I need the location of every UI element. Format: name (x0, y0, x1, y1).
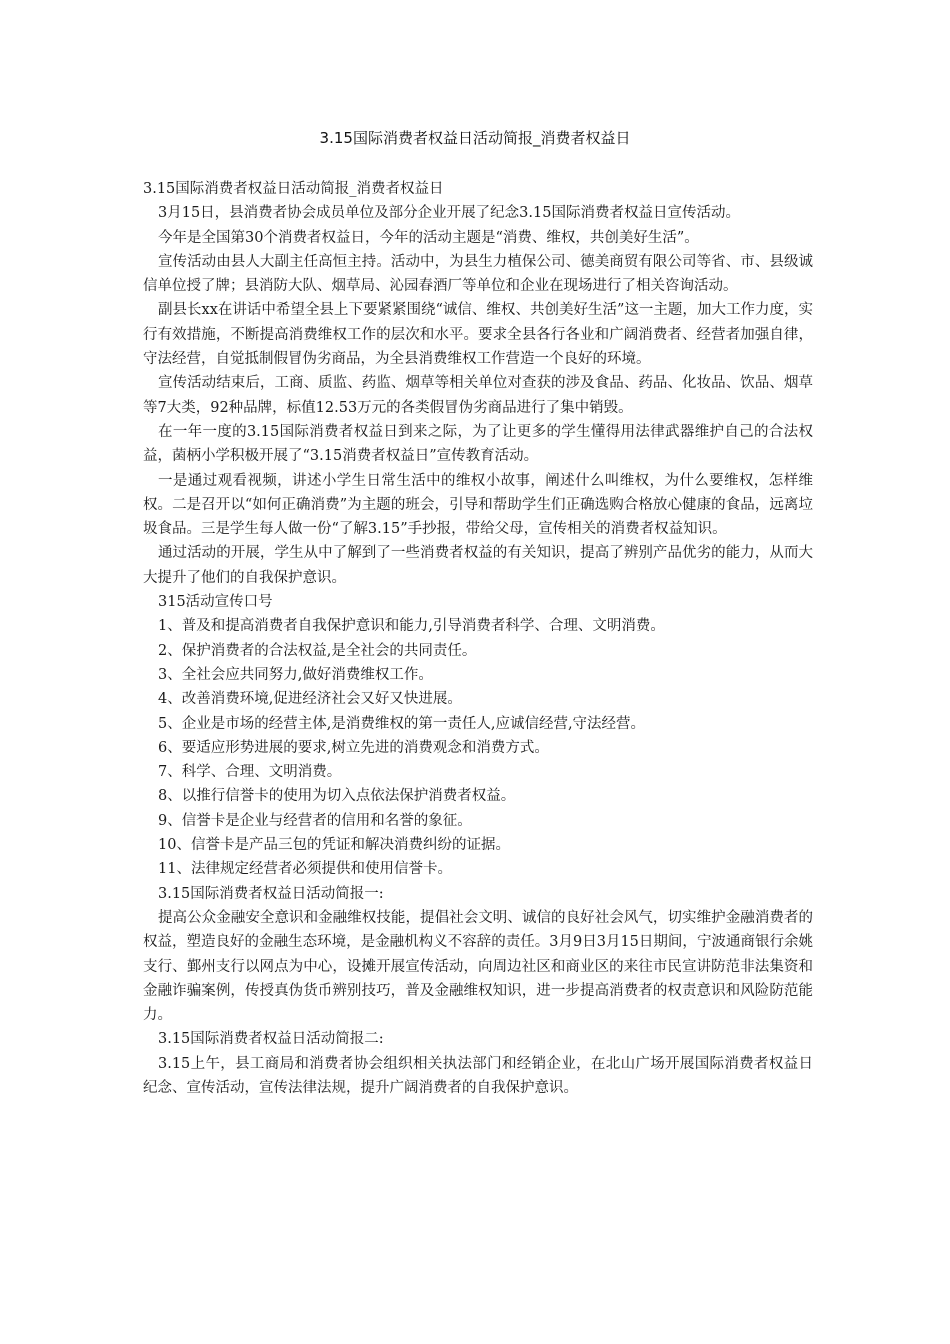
paragraph: 通过活动的开展，学生从中了解到了一些消费者权益的有关知识，提高了辨别产品优劣的能力，从而大大提升了他们的自我保护意识。 (143, 545, 813, 586)
paragraph: 副县长xx在讲话中希望全县上下要紧紧围绕“诚信、维权、共创美好生活”这一主题，加大工作力度，实行有效措施，不断提高消费维权工作的层次和水平。要求全县各行各业和广阔消费者、经营者加强自律，守法经营，自觉抵制假冒伪劣商品，为全县消费维权工作营造一个良好的环境。 (143, 302, 813, 368)
document-body (143, 177, 813, 1100)
slogan-item: 6、要适应形势进展的要求,树立先进的消费观念和消费方式。 (158, 739, 549, 756)
slogan-item: 2、保护消费者的合法权益,是全社会的共同责任。 (158, 642, 477, 659)
paragraph: 一是通过观看视频，讲述小学生日常生活中的维权小故事，阐述什么叫维权，为什么要维权，怎样维权。二是召开以“如何正确消费”为主题的班会，引导和帮助学生们正确选购合格放心健康的食品，远离垃圾食品。三是学生每人做一份“了解3.15”手抄报，带给父母，宣传相关的消费者权益知识。 (143, 472, 813, 538)
paragraph: 提高公众金融安全意识和金融维权技能，提倡社会文明、诚信的良好社会风气，切实维护金融消费者的权益，塑造良好的金融生态环境，是金融机构义不容辞的责任。3月9日3月15日期间，宁波通商银行余姚支行、鄞州支行以网点为中心，设摊开展宣传活动，向周边社区和商业区的来往市民宣讲防范非法集资和金融诈骗案例，传授真伪货币辨别技巧，普及金融维权知识，进一步提高消费者的权责意识和风险防范能力。 (143, 909, 813, 1024)
paragraph: 宣传活动由县人大副主任高恒主持。活动中，为县生力植保公司、德美商贸有限公司等省、市、县级诚信单位授了牌；县消防大队、烟草局、沁园春酒厂等单位和企业在现场进行了相关咨询活动。 (143, 253, 813, 295)
slogan-item: 11、法律规定经营者必须提供和使用信誉卡。 (158, 861, 452, 878)
section-heading-1: 3.15国际消费者权益日活动简报一: (158, 885, 384, 902)
paragraph: 3.15上午，县工商局和消费者协会组织相关执法部门和经销企业，在北山广场开展国际消费者权益日纪念、宣传活动，宣传法律法规，提升广阔消费者的自我保护意识。 (143, 1055, 813, 1096)
document-title: 3.15国际消费者权益日活动简报_消费者权益日 (319, 129, 631, 147)
slogan-item: 10、信誉卡是产品三包的凭证和解决消费纠纷的证据。 (158, 837, 510, 854)
slogan-item: 7、科学、合理、文明消费。 (158, 764, 342, 781)
paragraph: 宣传活动结束后，工商、质监、药监、烟草等相关单位对查获的涉及食品、药品、化妆品、饮品、烟草等7大类，92种品牌，标值12.53万元的各类假冒伪劣商品进行了集中销毁。 (143, 375, 813, 416)
paragraph-heading: 3.15国际消费者权益日活动简报_消费者权益日 (143, 181, 444, 197)
slogan-item: 1、普及和提高消费者自我保护意识和能力,引导消费者科学、合理、文明消费。 (158, 618, 665, 635)
slogan-item: 3、全社会应共同努力,做好消费维权工作。 (158, 666, 433, 683)
slogan-item: 4、改善消费环境,促进经济社会又好又快进展。 (158, 691, 462, 708)
slogan-item: 5、企业是市场的经营主体,是消费维权的第一责任人,应诚信经营,守法经营。 (158, 715, 646, 732)
slogan-heading: 315活动宣传口号 (158, 594, 273, 611)
section-heading-2: 3.15国际消费者权益日活动简报二: (158, 1031, 384, 1048)
paragraph: 在一年一度的3.15国际消费者权益日到来之际，为了让更多的学生懂得用法律武器维护自己的合法权益，菌柄小学积极开展了“3.15消费者权益日”宣传教育活动。 (143, 423, 813, 465)
paragraph: 3月15日，县消费者协会成员单位及部分企业开展了纪念3.15国际消费者权益日宣传活动。 (158, 205, 740, 222)
slogan-item: 8、以推行信誉卡的使用为切入点依法保护消费者权益。 (158, 788, 516, 805)
paragraph: 今年是全国第30个消费者权益日，今年的活动主题是“消费、维权，共创美好生活”。 (158, 229, 699, 246)
slogan-item: 9、信誉卡是企业与经营者的信用和名誉的象征。 (158, 812, 472, 829)
